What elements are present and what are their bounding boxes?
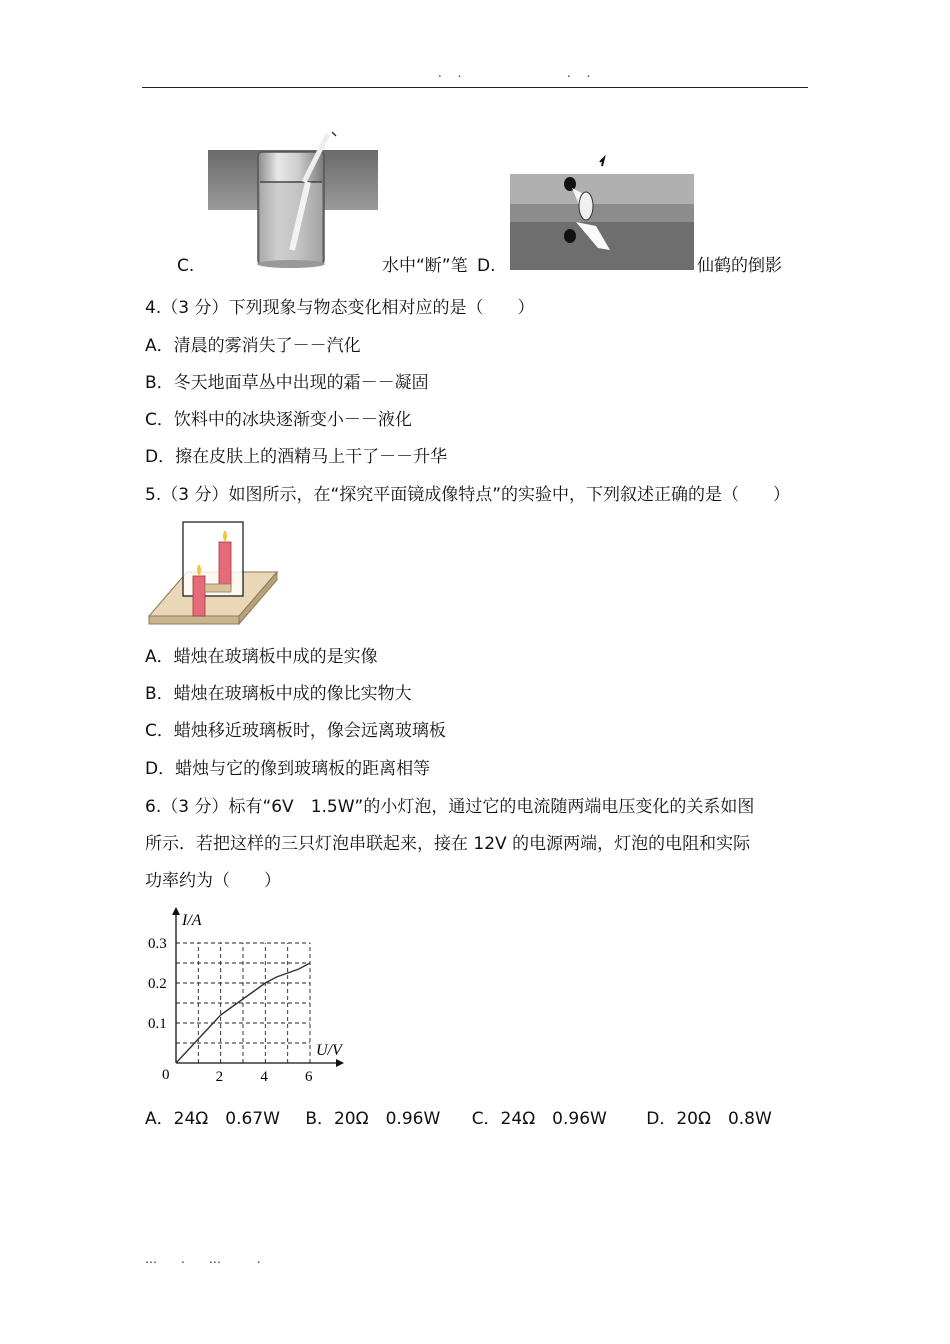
q5-stem: 5.（3 分）如图所示，在“探究平面镜成像特点”的实验中，下列叙述正确的是（ ）	[145, 485, 791, 505]
q4-stem: 4.（3 分）下列现象与物态变化相对应的是（ ）	[145, 298, 535, 318]
q5-option-b: B．蜡烛在玻璃板中成的像比实物大	[145, 684, 412, 704]
q6-option-c: C．24Ω 0.96W	[471, 1109, 607, 1129]
q6-option-d: D．20Ω 0.8W	[646, 1109, 772, 1129]
chart-x-tick-label: 2	[215, 1069, 224, 1085]
q4-option-a: A．清晨的雾消失了－－汽化	[145, 336, 361, 356]
figure-c-label: C.	[177, 256, 195, 276]
figure-d-label: D.	[477, 256, 496, 276]
chart-y-tick-label: 0.1	[148, 1016, 167, 1032]
figure-glass-straw	[208, 130, 378, 276]
q5-option-c: C．蜡烛移近玻璃板时，像会远离玻璃板	[145, 721, 446, 741]
q4-option-c: C．饮料中的冰块逐渐变小－－液化	[145, 410, 412, 430]
figure-mirror-candles	[145, 520, 281, 638]
q5-option-d: D．蜡烛与它的像到玻璃板的距离相等	[145, 759, 431, 779]
figure-crane-reflection	[510, 152, 694, 274]
chart-origin-label: 0	[162, 1067, 170, 1083]
figure-d-caption: 仙鹤的倒影	[697, 256, 782, 276]
figure-c-caption: 水中“断”笔	[382, 256, 468, 276]
chart-y-tick-label: 0.3	[148, 936, 167, 952]
chart-x-tick-label: 4	[260, 1069, 268, 1085]
header-rule	[142, 87, 808, 88]
q5-option-a: A．蜡烛在玻璃板中成的是实像	[145, 647, 378, 667]
iu-chart	[140, 905, 360, 1089]
q6-options-row	[145, 1107, 772, 1131]
chart-x-tick-label: 6	[305, 1069, 313, 1085]
q6-option-b: B．20Ω 0.96W	[305, 1109, 441, 1129]
chart-y-label: I/A	[182, 912, 202, 929]
header-dots-left: . .	[438, 66, 468, 80]
chart-grid	[176, 943, 310, 1063]
chart-y-tick-label: 0.2	[148, 976, 167, 992]
q6-option-a: A．24Ω 0.67W	[145, 1109, 280, 1129]
q6-stem-line-1: 6.（3 分）标有“6V 1.5W”的小灯泡，通过它的电流随两端电压变化的关系如图	[145, 797, 755, 817]
header-dots-right: . .	[567, 66, 597, 80]
q4-option-d: D．擦在皮肤上的酒精马上干了－－升华	[145, 447, 448, 467]
footer-dots: … . … .	[145, 1252, 261, 1266]
q4-option-b: B．冬天地面草丛中出现的霜－－凝固	[145, 373, 429, 393]
chart-x-label: U/V	[316, 1042, 342, 1059]
q6-stem-line-3: 功率约为（ ）	[145, 871, 281, 891]
q6-stem-line-2: 所示．若把这样的三只灯泡串联起来，接在 12V 的电源两端，灯泡的电阻和实际	[145, 834, 751, 854]
